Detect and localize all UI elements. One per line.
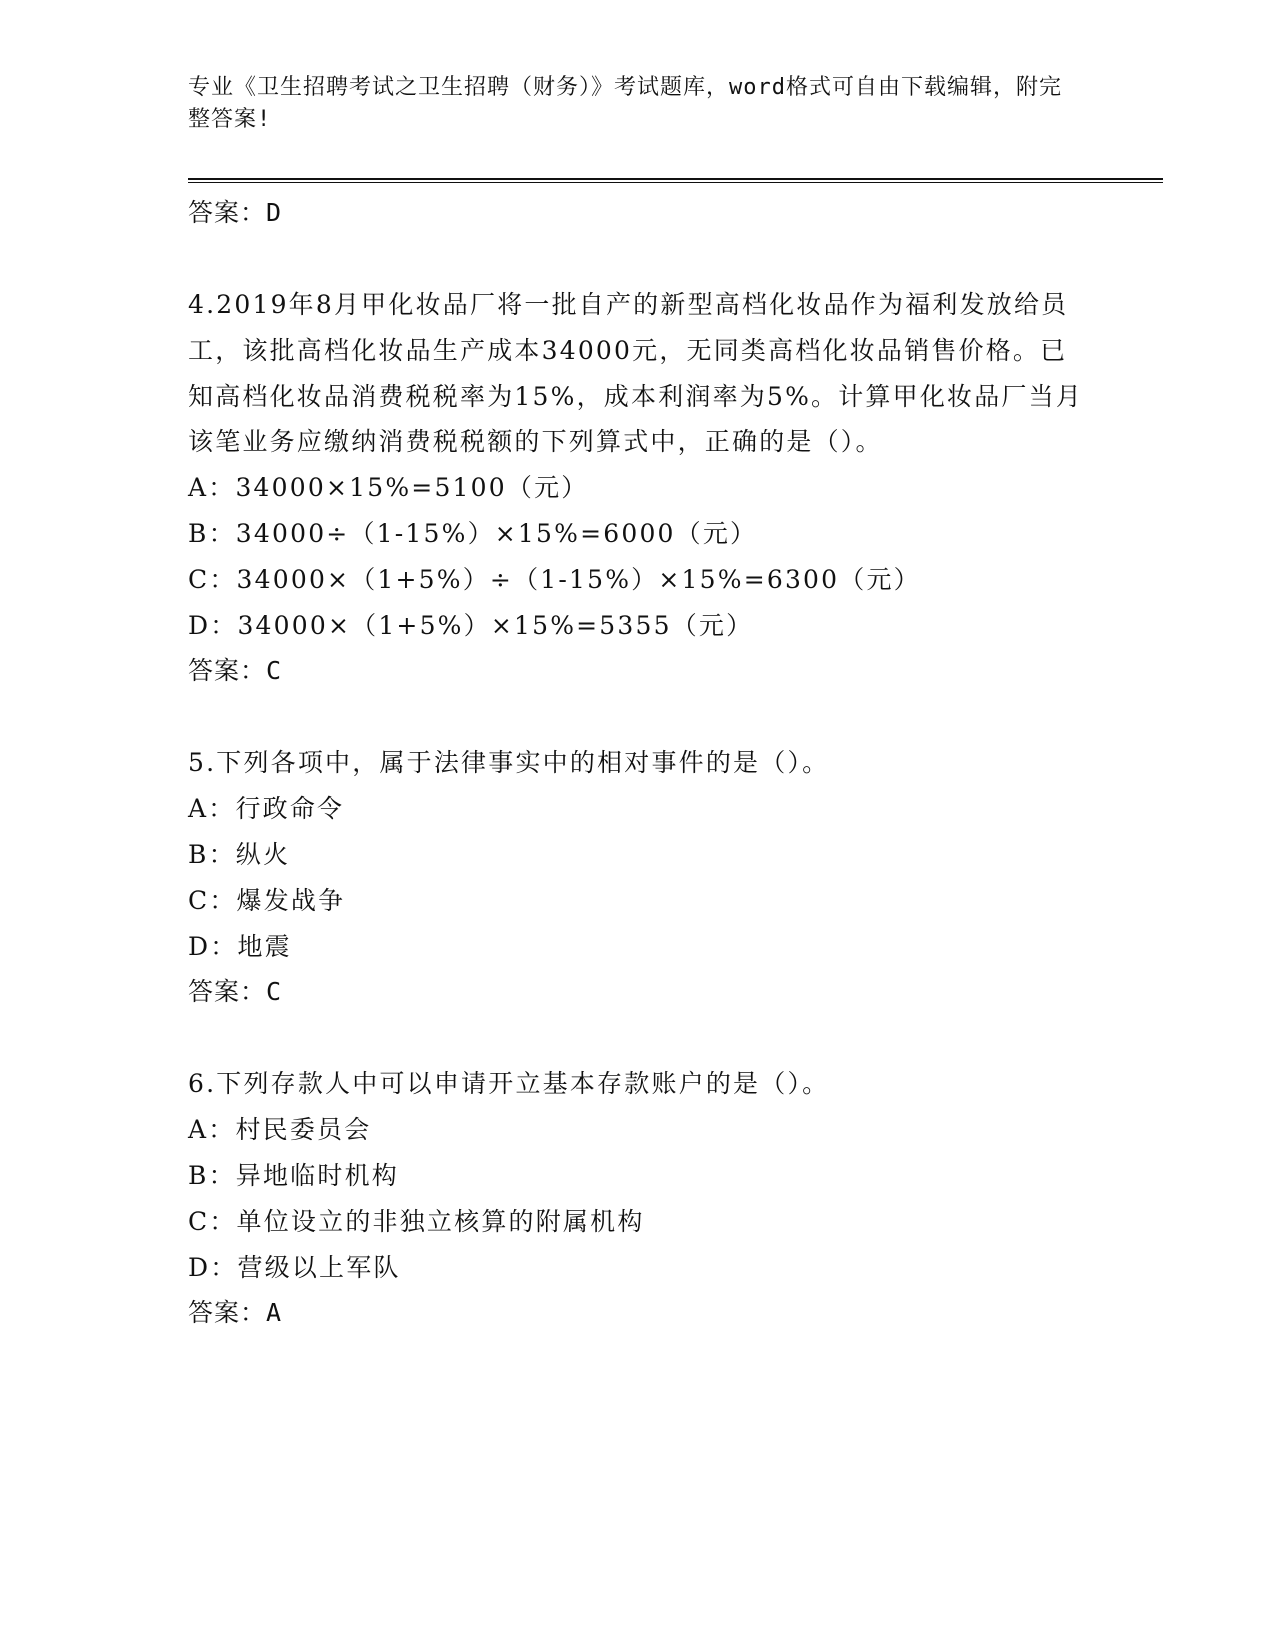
question-text: 6.下列存款人中可以申请开立基本存款账户的是（）。 xyxy=(188,1069,830,1099)
option-a: A：村民委员会 xyxy=(188,1115,372,1145)
option-c: C：34000×（1+5%）÷（1-15%）×15%=6300（元） xyxy=(188,564,921,594)
option-c: C：爆发战争 xyxy=(188,885,346,915)
option-c: C：单位设立的非独立核算的附属机构 xyxy=(188,1206,645,1236)
page-header: 专业《卫生招聘考试之卫生招聘（财务）》考试题库，word格式可自由下载编辑，附完整答案! xyxy=(188,75,1062,132)
question-block-6 xyxy=(188,1061,1088,1336)
header-divider xyxy=(188,178,1163,183)
document-body xyxy=(188,190,1088,1336)
question-block-4 xyxy=(188,282,1088,694)
option-d: D：营级以上军队 xyxy=(188,1252,401,1282)
answer-line: 答案：D xyxy=(188,198,283,227)
option-b: B：异地临时机构 xyxy=(188,1160,399,1190)
option-b: B：34000÷（1-15%）×15%=6000（元） xyxy=(188,518,758,548)
question-block-5 xyxy=(188,740,1088,1015)
answer-line: 答案：C xyxy=(188,977,283,1007)
answer-line: 答案：A xyxy=(188,1298,283,1328)
option-a: A：行政命令 xyxy=(188,794,345,824)
option-d: D：地震 xyxy=(188,931,292,961)
option-d: D：34000×（1+5%）×15%=5355（元） xyxy=(188,610,754,640)
question-text: 5.下列各项中，属于法律事实中的相对事件的是（）。 xyxy=(188,748,830,778)
answer-line: 答案：C xyxy=(188,656,283,686)
option-b: B：纵火 xyxy=(188,839,291,869)
option-a: A：34000×15%=5100（元） xyxy=(188,473,589,503)
question-text: 4.2019年8月甲化妆品厂将一批自产的新型高档化妆品作为福利发放给员工，该批高档化妆品生产成本34000元，无同类高档化妆品销售价格。已知高档化妆品消费税税率为15%，成本利润率为5%。计算甲化妆品厂当月该笔业务应缴纳消费税税额的下列算式中，正确的是（）。 xyxy=(188,290,1084,457)
